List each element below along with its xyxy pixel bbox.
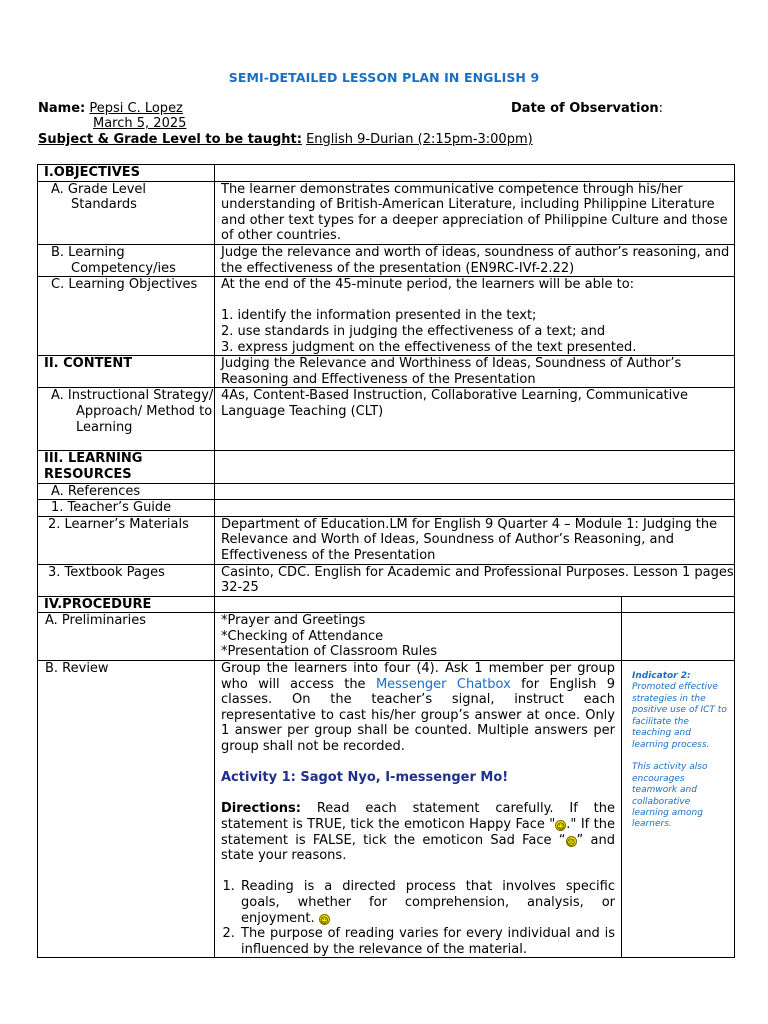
lesson-plan-table — [37, 164, 735, 958]
competency-text: Judge the relevance and worth of ideas, soundness of author’s reasoning, and the effectiveness of the presentation (EN9RC-IVf-2.22) — [215, 244, 735, 276]
table-row — [38, 564, 735, 596]
textbook-pages-label: 3. Textbook Pages — [48, 564, 165, 580]
subject-label: Subject & Grade Level to be taught: — [38, 132, 302, 147]
preliminary-item: *Prayer and Greetings — [221, 613, 366, 629]
objective-item: 1. identify the information presented in the text; — [221, 308, 537, 324]
table-row — [38, 356, 735, 388]
happy-face-icon: ☺ — [556, 822, 565, 831]
grade-level-text: The learner demonstrates communicative competence through his/her understanding of British-American Literature, including Philippine Literature and other text types for a deeper appreciation of Philippine Culture and those of other countries. — [215, 181, 735, 244]
table-row — [38, 596, 735, 613]
procedure-heading: IV.PROCEDURE — [44, 596, 152, 612]
objectives-intro: At the end of the 45-minute period, the learners will be able to: — [221, 277, 635, 293]
indicator-note — [628, 661, 734, 831]
statement-list — [221, 879, 621, 957]
objectives-heading: I.OBJECTIVES — [44, 165, 141, 180]
activity-title: Activity 1: Sagot Nyo, I-messenger Mo! — [221, 770, 509, 786]
table-row — [38, 244, 735, 276]
subject-line — [38, 132, 533, 147]
table-row — [38, 388, 735, 451]
review-instructions: Group the learners into four (4). Ask 1 member per group who will access the Messenger Chatbox for English 9 classes. On the teacher’s signal, instruct each representative to cast his/her group’s answer at once. Only 1 answer per group shall be counted. Multiple answers per group shall not be recorded. — [221, 661, 616, 755]
subject-value: English 9-Durian (2:15pm-3:00pm) — [306, 132, 533, 147]
competency-label: B. Learning Competency/ies — [51, 244, 176, 276]
content-heading: II. CONTENT — [44, 356, 133, 372]
resources-heading: III. LEARNING RESOURCES — [44, 451, 143, 482]
indicator-extra: This activity also encourages teamwork and collaborative learning among learners. — [632, 762, 708, 830]
review-label: B. Review — [45, 661, 109, 677]
review-cell — [215, 661, 622, 958]
table-row — [38, 483, 735, 500]
preliminary-item: *Checking of Attendance — [221, 628, 384, 644]
teachers-guide-label: 1. Teacher’s Guide — [51, 500, 172, 516]
happy-face-icon: ☺ — [320, 915, 329, 925]
table-row — [38, 613, 735, 661]
table-row — [38, 451, 735, 483]
indicator-text: Promoted effective strategies in the positive use of ICT to facilitate the teaching and learning process. — [632, 682, 727, 750]
name-label: Name: — [38, 101, 86, 116]
table-row — [38, 181, 735, 244]
date-colon: : — [658, 101, 664, 116]
learning-objectives-cell — [215, 277, 735, 356]
learning-objectives-label: C. Learning Objectives — [51, 277, 198, 293]
name-value: Pepsi C. Lopez — [89, 101, 183, 116]
content-text: Judging the Relevance and Worthiness of Ideas, Soundness of Author’s Reasoning and Effectiveness of the Presentation — [215, 356, 735, 388]
indicator-title: Indicator 2: — [632, 671, 691, 682]
date-label: Date of Observation — [511, 101, 659, 116]
sad-face-icon: ☹ — [566, 837, 576, 847]
table-row — [38, 516, 735, 564]
table-row — [38, 277, 735, 356]
strategy-label: A. Instructional Strategy/ Approach/ Method to Learning — [51, 388, 214, 435]
preliminaries-cell — [215, 613, 622, 661]
directions: Directions: Read each statement carefully. If the statement is TRUE, tick the emoticon Happy Face "☺." If the statement is FALSE, tick the emoticon Sad Face “☹” and state your reasons. — [221, 801, 615, 864]
learners-materials-text: Department of Education.LM for English 9 Quarter 4 – Module 1: Judging the Relevance and Worth of Ideas, Soundness of Author’s Reasoning, and Effectiveness of the Presentation — [215, 516, 735, 564]
preliminaries-label: A. Preliminaries — [45, 613, 147, 629]
table-row — [38, 500, 735, 517]
messenger-chatbox-link[interactable]: Messenger Chatbox — [375, 676, 511, 692]
name-line — [38, 101, 183, 116]
grade-level-label: A. Grade Level Standards — [51, 181, 147, 213]
objective-item: 2. use standards in judging the effectiveness of a text; and — [221, 323, 606, 339]
date-value: March 5, 2025 — [93, 116, 187, 131]
list-item: 1. Reading is a directed process that involves specific goals, whether for comprehension, analysis, or enjoyment. ☺ — [239, 879, 615, 926]
list-item: 2. The purpose of reading varies for every individual and is influenced by the relevance of the material. — [239, 926, 615, 957]
document-title: SEMI-DETAILED LESSON PLAN IN ENGLISH 9 — [228, 70, 540, 85]
table-row — [38, 165, 735, 182]
table-row — [38, 661, 735, 958]
learners-materials-label: 2. Learner’s Materials — [48, 516, 189, 532]
textbook-pages-text: Casinto, CDC. English for Academic and Professional Purposes. Lesson 1 pages 32-25 — [215, 564, 735, 596]
preliminary-item: *Presentation of Classroom Rules — [221, 644, 437, 660]
references-label: A. References — [51, 483, 141, 499]
strategy-text: 4As, Content-Based Instruction, Collaborative Learning, Communicative Language Teaching (CLT) — [215, 388, 735, 451]
date-line — [511, 101, 663, 116]
indicator-note-cell — [622, 661, 735, 958]
objective-item: 3. express judgment on the effectiveness of the text presented. — [221, 339, 637, 355]
